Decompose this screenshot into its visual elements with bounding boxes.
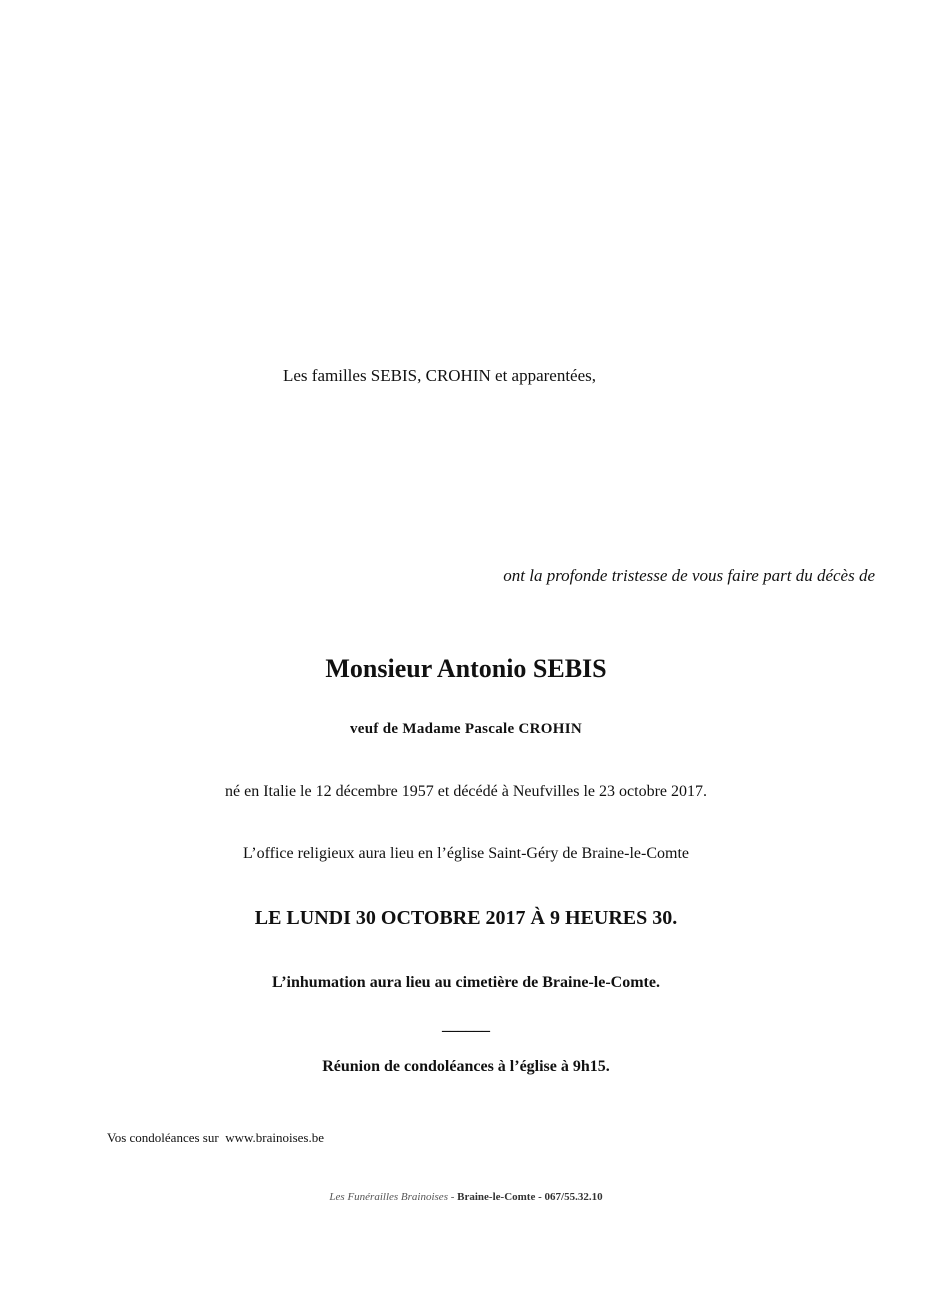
service-location-line: L’office religieux aura lieu en l’église Saint-Géry de Braine-le-Comte bbox=[242, 845, 690, 862]
deceased-name: Monsieur Antonio SEBIS bbox=[325, 654, 607, 683]
burial-line: L’inhumation aura lieu au cimetière de Braine-le-Comte. bbox=[272, 974, 660, 991]
funeral-home-location-phone: Braine-le-Comte - 067/55.32.10 bbox=[457, 1191, 603, 1203]
announcement-line: ont la profonde tristesse de vous faire part du décès de bbox=[503, 566, 875, 585]
families-line: Les familles SEBIS, CROHIN et apparentées, bbox=[283, 366, 597, 385]
funeral-home-name: Les Funérailles Brainoises bbox=[329, 1191, 448, 1203]
widow-of-line: veuf de Madame Pascale CROHIN bbox=[349, 721, 582, 737]
online-condolences-label: Vos condoléances sur bbox=[107, 1130, 219, 1145]
condolences-website-link[interactable]: www.brainoises.be bbox=[225, 1130, 324, 1145]
birth-death-line: né en Italie le 12 décembre 1957 et décédé à Neufvilles le 23 octobre 2017. bbox=[224, 783, 708, 800]
service-datetime: LE LUNDI 30 OCTOBRE 2017 À 9 HEURES 30. bbox=[254, 907, 678, 929]
funeral-home-footer bbox=[0, 1192, 932, 1203]
online-condolences bbox=[107, 1131, 324, 1144]
separator-line: ______ bbox=[442, 1017, 490, 1034]
condolence-meeting-line: Réunion de condoléances à l’église à 9h15. bbox=[322, 1058, 610, 1075]
footer-dash: - bbox=[450, 1191, 455, 1203]
